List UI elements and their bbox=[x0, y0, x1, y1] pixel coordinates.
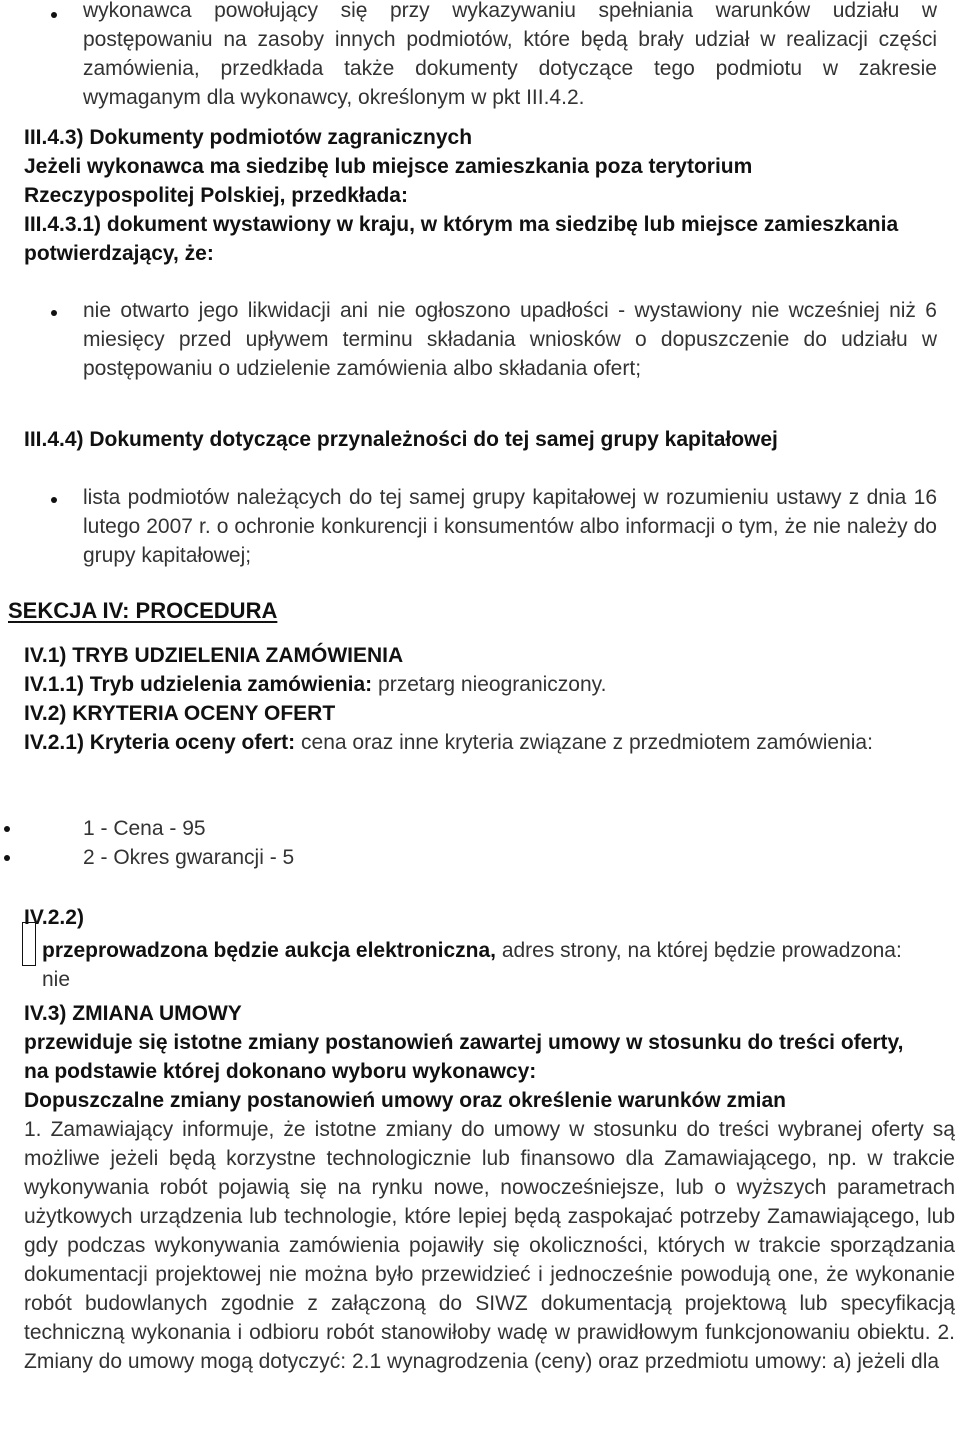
bullet-dot bbox=[51, 12, 57, 18]
heading-iv-2: IV.2) KRYTERIA OCENY OFERT bbox=[24, 702, 336, 725]
contract-change-body: 1. Zamawiający informuje, że istotne zmiany do umowy w stosunku do treści wybranej oferty są możliwe jeżeli będą korzystne technologicznie lub finansowo dla Zamawiającego, np. w trakcie wykonywania robót pojawią się na rynku nowe, nowocześniejsze, lub o wyższych parametrach użytkowych urządzenia lub technologie, które lepiej będą zaspokajać potrzeby Zamawiającego, lub gdy podczas wykonywania zamówienia pojawiły się okoliczności, których w trakcie sporządzania dokumentacji projektowej nie można było przewidzieć i jednocześnie powodują one, że wykonanie robót budowlanych zgodnie z załączoną do SIWZ dokumentacją projektową lub specyfikacją techniczną wykonania i odbioru robót stanowiłoby wadę w prawidłowym funkcjonowaniu obiektu. 2. Zmiany do umowy mogą dotyczyć: 2.1 wynagrodzenia (ceny) oraz przedmiotu umowy: a) jeżeli dla bbox=[24, 1118, 955, 1373]
foreign-entities-intro: Jeżeli wykonawca ma siedzibę lub miejsce zamieszkania poza terytorium Rzeczypospolitej Polskiej, przedkłada: bbox=[24, 155, 753, 207]
criteria-line bbox=[24, 728, 904, 757]
criterion-item: 1 - Cena - 95 bbox=[83, 817, 206, 840]
auction-rest: adres strony, na której będzie prowadzona: nie bbox=[42, 939, 902, 991]
capital-group-bullet-text: lista podmiotów należących do tej samej grupy kapitałowej w rozumieniu ustawy z dnia 16 lutego 2007 r. o ochronie konkurencji i konsumentów albo informacji o tym, że nie należy do grupy kapitałowej; bbox=[83, 486, 937, 567]
procedure-type-value: przetarg nieograniczony. bbox=[378, 673, 607, 696]
section-heading-iii-4-3-1: III.4.3.1) dokument wystawiony w kraju, w którym ma siedzibę lub miejsce zamieszkania potwierdzający, że: bbox=[24, 213, 899, 265]
continuation-bullet-text: wykonawca powołujący się przy wykazywaniu spełniania warunków udziału w postępowaniu na zasoby innych podmiotów, które będą brały udział w realizacji części zamówienia, przedkłada także dokumenty dotyczące tego podmiotu w zakresie wymaganym dla wykonawcy, określonym w pkt III.4.2. bbox=[83, 0, 937, 109]
procedure-type-label: IV.1.1) Tryb udzielenia zamówienia: bbox=[24, 673, 373, 696]
auction-checkbox[interactable] bbox=[22, 922, 36, 966]
bullet-dot bbox=[4, 826, 10, 832]
auction-line bbox=[42, 936, 922, 994]
section-heading-iii-4-4: III.4.4) Dokumenty dotyczące przynależności do tej samej grupy kapitałowej bbox=[24, 428, 778, 451]
heading-iv-1: IV.1) TRYB UDZIELENIA ZAMÓWIENIA bbox=[24, 644, 404, 667]
criteria-value: cena oraz inne kryteria związane z przedmiotem zamówienia: bbox=[301, 731, 873, 754]
allowed-changes-heading: Dopuszczalne zmiany postanowień umowy oraz określenie warunków zmian bbox=[24, 1089, 787, 1112]
bullet-dot bbox=[51, 310, 57, 316]
criterion-item: 2 - Okres gwarancji - 5 bbox=[83, 846, 295, 869]
criteria-label: IV.2.1) Kryteria oceny ofert: bbox=[24, 731, 296, 754]
procedure-type-line bbox=[24, 670, 606, 699]
bullet-dot bbox=[51, 497, 57, 503]
liquidation-bullet-text: nie otwarto jego likwidacji ani nie ogłoszono upadłości - wystawiony nie wcześniej niż 6 miesięcy przed upływem terminu składania wniosków o dopuszczenie do udziału w postępowaniu o udzielenie zamówienia albo składania ofert; bbox=[83, 299, 937, 380]
auction-label: przeprowadzona będzie aukcja elektroniczna, bbox=[42, 939, 496, 962]
section-heading-iii-4-3: III.4.3) Dokumenty podmiotów zagranicznych bbox=[24, 126, 473, 149]
bullet-dot bbox=[4, 855, 10, 861]
contract-change-statement: przewiduje się istotne zmiany postanowień zawartej umowy w stosunku do treści oferty, na podstawie której dokonano wyboru wykonawcy: bbox=[24, 1031, 904, 1083]
heading-iv-2-2: IV.2.2) bbox=[24, 906, 84, 929]
heading-iv-3: IV.3) ZMIANA UMOWY bbox=[24, 1002, 242, 1025]
section-title-iv: SEKCJA IV: PROCEDURA bbox=[8, 598, 278, 623]
